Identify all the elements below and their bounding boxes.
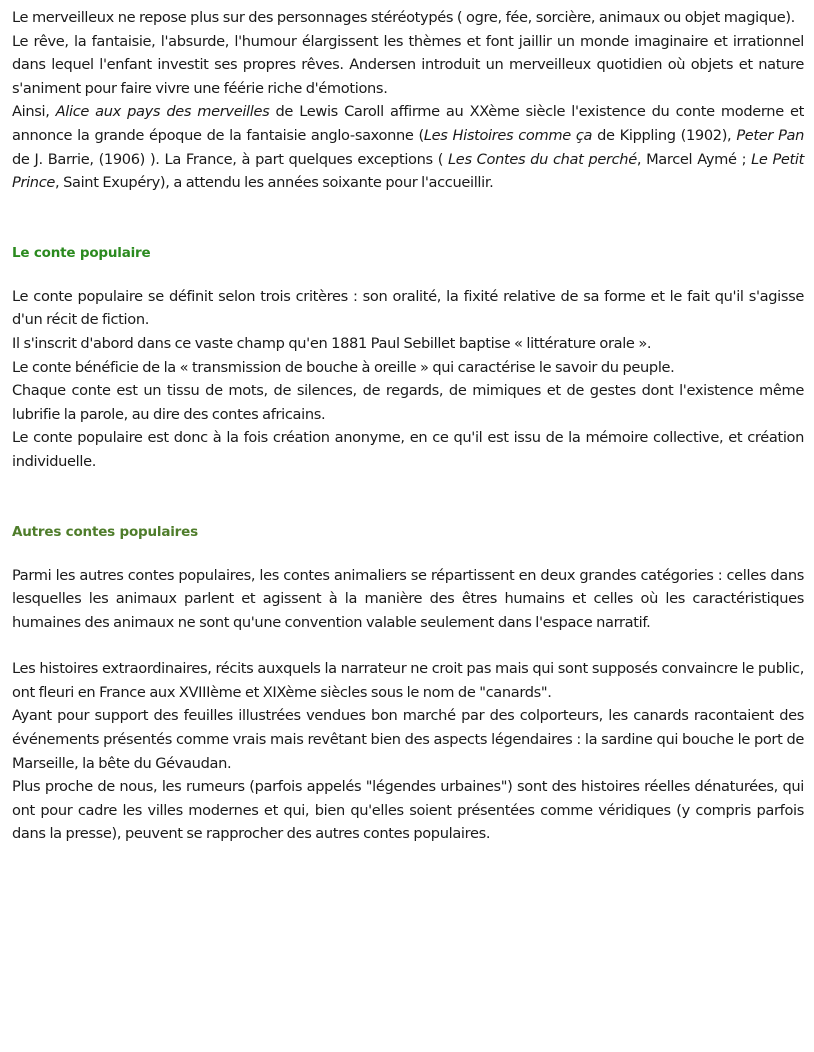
spacer xyxy=(12,474,804,524)
autres-contes-paragraph-1: Parmi les autres contes populaires, les contes animaliers se répartissent en deux grandes catégories : celles dans lesquelles les animaux parlent et agissent à la manière des êtres humains et celles où les caractéristiques humaines des animaux ne sont qu'une convention valable seulement dans l'espace narratif. xyxy=(12,566,804,631)
text-span: , Saint Exupéry), a attendu les années soixante pour l'accueillir. xyxy=(55,174,494,192)
intro-section xyxy=(12,6,804,195)
title-alice: Alice aux pays des merveilles xyxy=(55,103,270,121)
conte-populaire-paragraph-4: Chaque conte est un tissu de mots, de silences, de regards, de mimiques et de gestes dont l'existence même lubrifie la parole, au dire des contes africains. xyxy=(12,382,804,423)
text-span: de Kippling (1902), xyxy=(592,126,737,144)
title-contes-chat-perche: Les Contes du chat perché xyxy=(448,150,637,168)
intro-paragraph-2: Le rêve, la fantaisie, l'absurde, l'humour élargissent les thèmes et font jaillir un monde imaginaire et irrationnel dans lequel l'enfant investit ses propres rêves. Andersen introduit un merveilleux quotidien où objets et nature s'animent pour faire vivre une féérie riche d'émotions. xyxy=(12,32,804,97)
conte-populaire-paragraph-1: Le conte populaire se définit selon trois critères : son oralité, la fixité relative de sa forme et le fait qu'il s'agisse d'un récit de fiction. xyxy=(12,287,804,329)
text-span: Ainsi, xyxy=(12,103,56,121)
autres-contes-paragraph-3: Ayant pour support des feuilles illustrées vendues bon marché par des colporteurs, les canards racontaient des événements présentés comme vrais mais revêtant bien des aspects légendaires : la sardine qui bouche le port de Marseille, la bête du Gévaudan. xyxy=(12,707,804,772)
section-heading-autres-contes: Autres contes populaires xyxy=(12,523,198,540)
spacer xyxy=(12,540,804,564)
spacer xyxy=(12,634,804,657)
intro-paragraph-1: Le merveilleux ne repose plus sur des personnages stéréotypés ( ogre, fée, sorcière, animaux ou objet magique). xyxy=(12,9,795,26)
conte-populaire-section xyxy=(12,245,804,474)
conte-populaire-paragraph-2: Il s'inscrit d'abord dans ce vaste champ qu'en 1881 Paul Sebillet baptise « littérature orale ». xyxy=(12,334,652,352)
section-heading-conte-populaire: Le conte populaire xyxy=(12,244,151,261)
autres-contes-paragraph-2: Les histoires extraordinaires, récits auxquels la narrateur ne croit pas mais qui sont supposés convaincre le public, ont fleuri en France aux XVIIIème et XIXème siècles sous le nom de "canards". xyxy=(12,660,804,701)
intro-paragraph-3 xyxy=(12,100,804,194)
spacer xyxy=(12,195,804,245)
spacer xyxy=(12,261,804,285)
title-peter-pan: Peter Pan xyxy=(736,126,805,144)
autres-contes-paragraph-4: Plus proche de nous, les rumeurs (parfois appelés "légendes urbaines") sont des histoires réelles dénaturées, qui ont pour cadre les villes modernes et qui, bien qu'elles soient présentées comme véridiques (y compris parfois dans la presse), peuvent se rapprocher des autres contes populaires. xyxy=(12,778,804,843)
conte-populaire-paragraph-3: Le conte bénéficie de la « transmission de bouche à oreille » qui caractérise le savoir du peuple. xyxy=(12,358,675,376)
title-histoires-comme-ca: Les Histoires comme ça xyxy=(423,126,593,144)
text-span: , Marcel Aymé ; xyxy=(636,150,752,168)
title-petit-prince: Le Petit Prince xyxy=(12,150,804,192)
text-span: de J. Barrie, (1906) ). La France, à part quelques exceptions ( xyxy=(12,150,449,168)
conte-populaire-paragraph-5: Le conte populaire est donc à la fois création anonyme, en ce qu'il est issu de la mémoire collective, et création individuelle. xyxy=(12,429,804,470)
text-span: de Lewis Caroll affirme au XXème siècle l'existence du conte moderne et annonce la grande époque de la fantaisie anglo-saxonne ( xyxy=(12,103,804,144)
autres-contes-section xyxy=(12,524,804,847)
